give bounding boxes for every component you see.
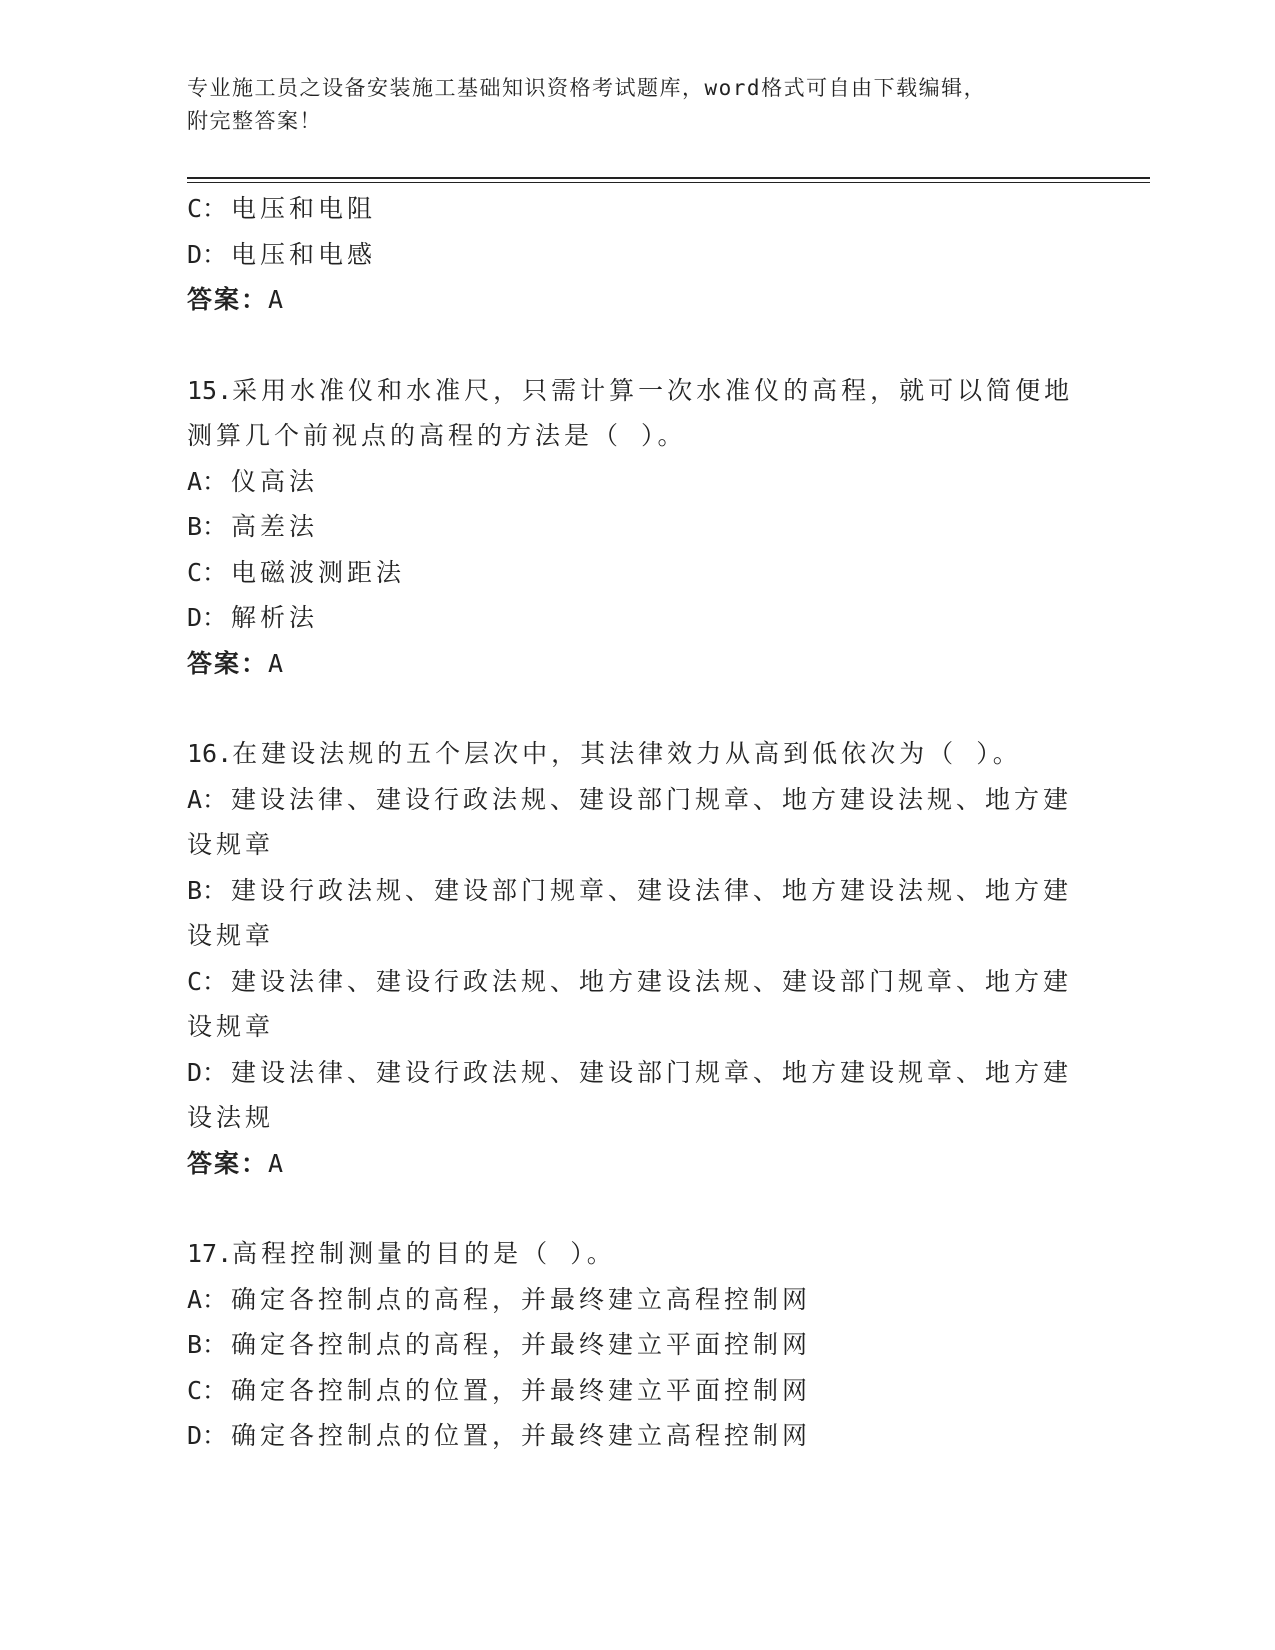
option-a-cont: 设规章: [187, 830, 275, 859]
answer-label: 答案：: [187, 648, 269, 678]
option-letter: D：: [187, 239, 228, 269]
option-letter: D：: [187, 1421, 228, 1450]
answer-label: 答案：: [187, 285, 269, 314]
option-c: [187, 959, 1087, 1005]
answer-line: [187, 641, 1087, 687]
question-text: 采用水准仪和水准尺，只需计算一次水准仪的高程，就可以简便地: [232, 375, 1074, 405]
option-letter: D：: [187, 603, 228, 632]
option-b: [187, 868, 1087, 914]
question-content: [187, 186, 1087, 1459]
spacer: [187, 323, 1087, 368]
option-d-cont: 设法规: [187, 1103, 275, 1132]
option-letter: C：: [187, 194, 228, 223]
answer-line: [187, 277, 1087, 323]
option-b: [187, 1322, 1087, 1368]
option-text: 建设法律、建设行政法规、地方建设法规、建设部门规章、地方建: [231, 966, 1073, 996]
option-c-cont: 设规章: [187, 1012, 275, 1041]
option-a: [187, 459, 1087, 505]
option-letter: B：: [187, 512, 228, 541]
option-text: 电压和电阻: [231, 194, 377, 223]
option-b-cont: 设规章: [187, 921, 275, 950]
question-text: 高程控制测量的目的是（ ）。: [232, 1239, 616, 1268]
option-a: [187, 777, 1087, 823]
option-letter: B：: [187, 875, 228, 905]
option-d: [187, 595, 1087, 641]
option-b: [187, 504, 1087, 550]
spacer: [187, 1186, 1087, 1231]
answer-label: 答案：: [187, 1148, 269, 1178]
option-c: [187, 550, 1087, 596]
option-letter: A：: [187, 466, 228, 496]
option-c: [187, 186, 1087, 232]
header-line-2: 附完整答案！: [187, 109, 322, 133]
question-number: 17.: [187, 1239, 233, 1268]
option-text: 确定各控制点的高程，并最终建立高程控制网: [231, 1284, 812, 1314]
question-number: 15.: [187, 375, 233, 405]
option-text: 解析法: [231, 603, 319, 632]
option-letter: A：: [187, 784, 228, 814]
option-letter: A：: [187, 1284, 228, 1314]
option-text: 建设法律、建设行政法规、建设部门规章、地方建设法规、地方建: [231, 784, 1073, 814]
option-d: [187, 1413, 1087, 1459]
spacer: [187, 686, 1087, 731]
option-letter: D：: [187, 1057, 228, 1087]
option-letter: C：: [187, 966, 228, 996]
question-15: [187, 368, 1087, 687]
option-text: 确定各控制点的位置，并最终建立平面控制网: [231, 1375, 812, 1405]
option-letter: C：: [187, 1375, 228, 1405]
option-letter: B：: [187, 1330, 228, 1359]
option-text: 确定各控制点的高程，并最终建立平面控制网: [231, 1330, 812, 1359]
option-text: 电磁波测距法: [231, 557, 406, 587]
option-a: [187, 1277, 1087, 1323]
answer-line: [187, 1141, 1087, 1187]
option-d: [187, 232, 1087, 278]
question-stem: [187, 1231, 1087, 1277]
question-number: 16.: [187, 739, 233, 768]
question-17: [187, 1231, 1087, 1459]
question-text: 在建设法规的五个层次中，其法律效力从高到低依次为（ ）。: [232, 739, 1022, 768]
option-letter: C：: [187, 557, 228, 587]
header-line-1: 专业施工员之设备安装施工基础知识资格考试题库，word格式可自由下载编辑，: [187, 76, 987, 100]
document-header: [187, 72, 1067, 138]
answer-value: A: [268, 1148, 286, 1178]
option-c: [187, 1368, 1087, 1414]
answer-value: A: [268, 285, 286, 314]
option-text: 高差法: [231, 512, 319, 541]
question-stem-cont: 测算几个前视点的高程的方法是（ ）。: [187, 421, 687, 450]
header-divider-thin: [187, 182, 1150, 183]
question-16: [187, 731, 1087, 1186]
option-d: [187, 1050, 1087, 1096]
option-text: 建设行政法规、建设部门规章、建设法律、地方建设法规、地方建: [231, 875, 1073, 905]
option-text: 确定各控制点的位置，并最终建立高程控制网: [231, 1421, 812, 1450]
header-divider-thick: [187, 177, 1150, 179]
question-14-tail: [187, 186, 1087, 323]
question-stem: [187, 368, 1087, 414]
option-text: 电压和电感: [231, 239, 377, 269]
answer-value: A: [268, 648, 286, 678]
option-text: 建设法律、建设行政法规、建设部门规章、地方建设规章、地方建: [231, 1057, 1073, 1087]
question-stem: [187, 731, 1087, 777]
option-text: 仪高法: [231, 466, 319, 496]
